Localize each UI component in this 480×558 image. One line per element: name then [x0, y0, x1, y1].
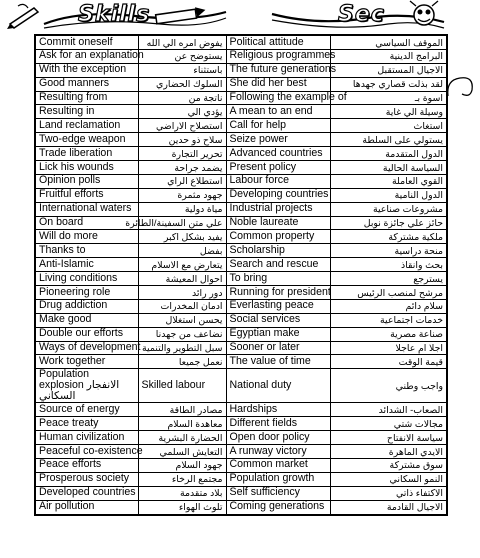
english-term-right: Noble laureate	[226, 216, 330, 230]
table-row	[35, 445, 447, 459]
english-term-right: Labour force	[226, 174, 330, 188]
english-term-right: Religious programmes	[226, 49, 330, 63]
english-term-right: Different fields	[226, 417, 330, 431]
english-term-right: Hardships	[226, 403, 330, 417]
english-term-left: Make good	[35, 313, 138, 327]
table-row	[35, 486, 447, 500]
english-term-left: Thanks to	[35, 244, 138, 258]
table-row	[35, 147, 447, 161]
arabic-meaning-right: الاكتفاء ذاتي	[330, 486, 447, 500]
arabic-meaning-left: باستثناء	[138, 63, 226, 77]
page-header	[0, 0, 480, 34]
arabic-meaning-left: مصادر الطاقة	[138, 403, 226, 417]
table-row	[35, 119, 447, 133]
arabic-meaning-left: بلاد متقدمة	[138, 486, 226, 500]
english-term-left: Ask for an explanation	[35, 49, 138, 63]
arabic-meaning-left: يفوض امره الي الله	[138, 35, 226, 49]
arabic-meaning-left: جهود مثمرة	[138, 188, 226, 202]
arabic-meaning-left: احوال المعيشة	[138, 272, 226, 286]
table-row	[35, 202, 447, 216]
arabic-meaning-left: يؤدي الي	[138, 105, 226, 119]
arabic-meaning-left: مجتمع الرخاء	[138, 472, 226, 486]
english-term-left: Good manners	[35, 77, 138, 91]
table-row	[35, 230, 447, 244]
table-row	[35, 77, 447, 91]
arabic-meaning-right: سلام دائم	[330, 299, 447, 313]
english-term-left: Drug addiction	[35, 299, 138, 313]
arabic-meaning-right: حائز علي جائزة نوبل	[330, 216, 447, 230]
english-term-right: A mean to an end	[226, 105, 330, 119]
arabic-meaning-left: علي متن السفينة/الطائرة	[138, 216, 226, 230]
english-term-right: Scholarship	[226, 244, 330, 258]
english-term-right: Open door policy	[226, 431, 330, 445]
english-term-right: Social services	[226, 313, 330, 327]
english-term-right: Self sufficiency	[226, 486, 330, 500]
english-term-right: Coming generations	[226, 500, 330, 514]
table-row	[35, 313, 447, 327]
arabic-meaning-right: الصعاب- الشدائد	[330, 403, 447, 417]
arabic-meaning-right: سياسة الانفتاح	[330, 431, 447, 445]
table-row	[35, 458, 447, 472]
arabic-meaning-left: السلوك الحضاري	[138, 77, 226, 91]
arabic-meaning-right: البرامج الدينية	[330, 49, 447, 63]
table-row	[35, 472, 447, 486]
english-term-left: Peaceful co-existence	[35, 445, 138, 459]
english-term-left: Human civilization	[35, 431, 138, 445]
english-term-right: Common property	[226, 230, 330, 244]
english-term-left: Developed countries	[35, 486, 138, 500]
vocabulary-table	[34, 34, 448, 516]
table-row	[35, 417, 447, 431]
arabic-meaning-left: يضمد جراحة	[138, 161, 226, 175]
english-term-left: Pioneering role	[35, 286, 138, 300]
pen-icon	[4, 2, 44, 30]
table-row	[35, 327, 447, 341]
table-row	[35, 355, 447, 369]
english-term-left: Work together	[35, 355, 138, 369]
english-term-right: Seize power	[226, 133, 330, 147]
table-row	[35, 403, 447, 417]
arabic-meaning-left: سلاح ذو حدين	[138, 133, 226, 147]
arabic-meaning-left: يتعارض مع الاسلام	[138, 258, 226, 272]
english-term-right: Following the example of	[226, 91, 330, 105]
english-term-left: Lick his wounds	[35, 161, 138, 175]
sec-title: Sec	[338, 2, 385, 27]
english-term-right: Search and rescue	[226, 258, 330, 272]
english-term-right: National duty	[226, 369, 330, 403]
arabic-meaning-left: Skilled labour	[138, 369, 226, 403]
arabic-meaning-right: استغاث	[330, 119, 447, 133]
arabic-meaning-right: مشروعات صناعية	[330, 202, 447, 216]
english-term-left: Peace efforts	[35, 458, 138, 472]
english-term-right: Population growth	[226, 472, 330, 486]
table-row	[35, 35, 447, 49]
arabic-meaning-left: بفضل	[138, 244, 226, 258]
arabic-meaning-left: سبل التطوير والتنمية	[138, 341, 226, 355]
arabic-meaning-left: التعايش السلمي	[138, 445, 226, 459]
table-row	[35, 105, 447, 119]
english-term-left: Will do more	[35, 230, 138, 244]
arabic-meaning-right: لقد بذلت قصاري جهدها	[330, 77, 447, 91]
english-term-right: Developing countries	[226, 188, 330, 202]
arabic-meaning-right: سوق مشتركة	[330, 458, 447, 472]
table-row	[35, 63, 447, 77]
arabic-meaning-left: دور رائد	[138, 286, 226, 300]
arabic-meaning-left: معاهدة السلام	[138, 417, 226, 431]
table-row	[35, 272, 447, 286]
english-term-right: To bring	[226, 272, 330, 286]
table-row	[35, 161, 447, 175]
arabic-meaning-left: ناتجة من	[138, 91, 226, 105]
table-row	[35, 431, 447, 445]
table-row	[35, 286, 447, 300]
skills-title: Skills	[78, 2, 151, 27]
arabic-meaning-right: السياسة الحالية	[330, 161, 447, 175]
arabic-meaning-left: نعمل جميعا	[138, 355, 226, 369]
table-row	[35, 341, 447, 355]
english-term-left: Double our efforts	[35, 327, 138, 341]
table-row	[35, 500, 447, 514]
table-row	[35, 258, 447, 272]
arabic-meaning-right: بحث وانقاذ	[330, 258, 447, 272]
arabic-meaning-right: مرشح لمنصب الرئيس	[330, 286, 447, 300]
arabic-meaning-right: يستولي على السلطة	[330, 133, 447, 147]
english-term-left: Ways of development	[35, 341, 138, 355]
english-term-right: Political attitude	[226, 35, 330, 49]
cartoon-bug-icon	[404, 0, 444, 30]
arabic-meaning-right: النمو السكاني	[330, 472, 447, 486]
english-term-right: Sooner or later	[226, 341, 330, 355]
arabic-meaning-left: نضاعف من جهدنا	[138, 327, 226, 341]
arabic-meaning-right: الدول المتقدمة	[330, 147, 447, 161]
english-term-left: Two-edge weapon	[35, 133, 138, 147]
english-term-right: Everlasting peace	[226, 299, 330, 313]
english-term-right: A runway victory	[226, 445, 330, 459]
english-term-right: The future generations	[226, 63, 330, 77]
arabic-meaning-right: الاجيال المستقبل	[330, 63, 447, 77]
english-term-left: Land reclamation	[35, 119, 138, 133]
table-row	[35, 369, 447, 403]
arabic-meaning-left: مياة دولية	[138, 202, 226, 216]
arabic-meaning-right: قيمة الوقت	[330, 355, 447, 369]
english-term-left: On board	[35, 216, 138, 230]
arabic-meaning-left: يحسن استغلال	[138, 313, 226, 327]
arabic-meaning-right: الايدي الماهرة	[330, 445, 447, 459]
table-row	[35, 188, 447, 202]
arabic-meaning-right: القوي العاملة	[330, 174, 447, 188]
arabic-meaning-left: يستوضح عن	[138, 49, 226, 63]
arabic-meaning-right: ملكية مشتركة	[330, 230, 447, 244]
english-term-left: Trade liberation	[35, 147, 138, 161]
english-term-right: She did her best	[226, 77, 330, 91]
english-term-left: With the exception	[35, 63, 138, 77]
arabic-meaning-left: جهود السلام	[138, 458, 226, 472]
english-term-right: Present policy	[226, 161, 330, 175]
table-row	[35, 133, 447, 147]
english-term-left: International waters	[35, 202, 138, 216]
english-term-right: Egyptian make	[226, 327, 330, 341]
english-term-right: The value of time	[226, 355, 330, 369]
arabic-meaning-right: وسيلة الي غاية	[330, 105, 447, 119]
arabic-meaning-right: الاجيال القادمة	[330, 500, 447, 514]
arabic-meaning-left: يفيد بشكل اكبر	[138, 230, 226, 244]
english-term-right: Running for president	[226, 286, 330, 300]
arabic-meaning-left: الحضارة البشرية	[138, 431, 226, 445]
table-row	[35, 216, 447, 230]
table-row	[35, 299, 447, 313]
table-row	[35, 174, 447, 188]
english-term-left: Fruitful efforts	[35, 188, 138, 202]
english-term-right: Common market	[226, 458, 330, 472]
swirl-ornament	[444, 70, 478, 100]
english-term-left: Resulting in	[35, 105, 138, 119]
english-term-left: Prosperous society	[35, 472, 138, 486]
arabic-meaning-right: مجالات شتي	[330, 417, 447, 431]
arabic-meaning-right: اجلا ام عاجلا	[330, 341, 447, 355]
english-term-right: Industrial projects	[226, 202, 330, 216]
arabic-meaning-left: تحرير التجارة	[138, 147, 226, 161]
arabic-meaning-right: خدمات اجتماعية	[330, 313, 447, 327]
arabic-meaning-right: الدول النامية	[330, 188, 447, 202]
table-row	[35, 244, 447, 258]
english-term-left: Commit oneself	[35, 35, 138, 49]
arabic-meaning-right: الموقف السياسي	[330, 35, 447, 49]
english-term-left: Population explosion الانفجار السكاني	[35, 369, 138, 403]
english-term-left: Source of energy	[35, 403, 138, 417]
table-row	[35, 91, 447, 105]
pencil-icon	[150, 6, 210, 26]
arabic-meaning-right: اسوة بـ	[330, 91, 447, 105]
english-term-right: Call for help	[226, 119, 330, 133]
table-row	[35, 49, 447, 63]
arabic-meaning-left: استطلاع الراي	[138, 174, 226, 188]
arabic-meaning-right: منحة دراسية	[330, 244, 447, 258]
arabic-meaning-right: يسترجع	[330, 272, 447, 286]
english-term-left: Air pollution	[35, 500, 138, 514]
english-term-left: Resulting from	[35, 91, 138, 105]
arabic-meaning-left: تلوث الهواء	[138, 500, 226, 514]
english-term-left: Anti-Islamic	[35, 258, 138, 272]
english-term-left: Living conditions	[35, 272, 138, 286]
english-term-left: Peace treaty	[35, 417, 138, 431]
arabic-meaning-right: واجب وطني	[330, 369, 447, 403]
arabic-meaning-left: استصلاح الاراضي	[138, 119, 226, 133]
english-term-left: Opinion polls	[35, 174, 138, 188]
arabic-meaning-right: صناعة مصرية	[330, 327, 447, 341]
arabic-meaning-left: ادمان المخدرات	[138, 299, 226, 313]
english-term-right: Advanced countries	[226, 147, 330, 161]
